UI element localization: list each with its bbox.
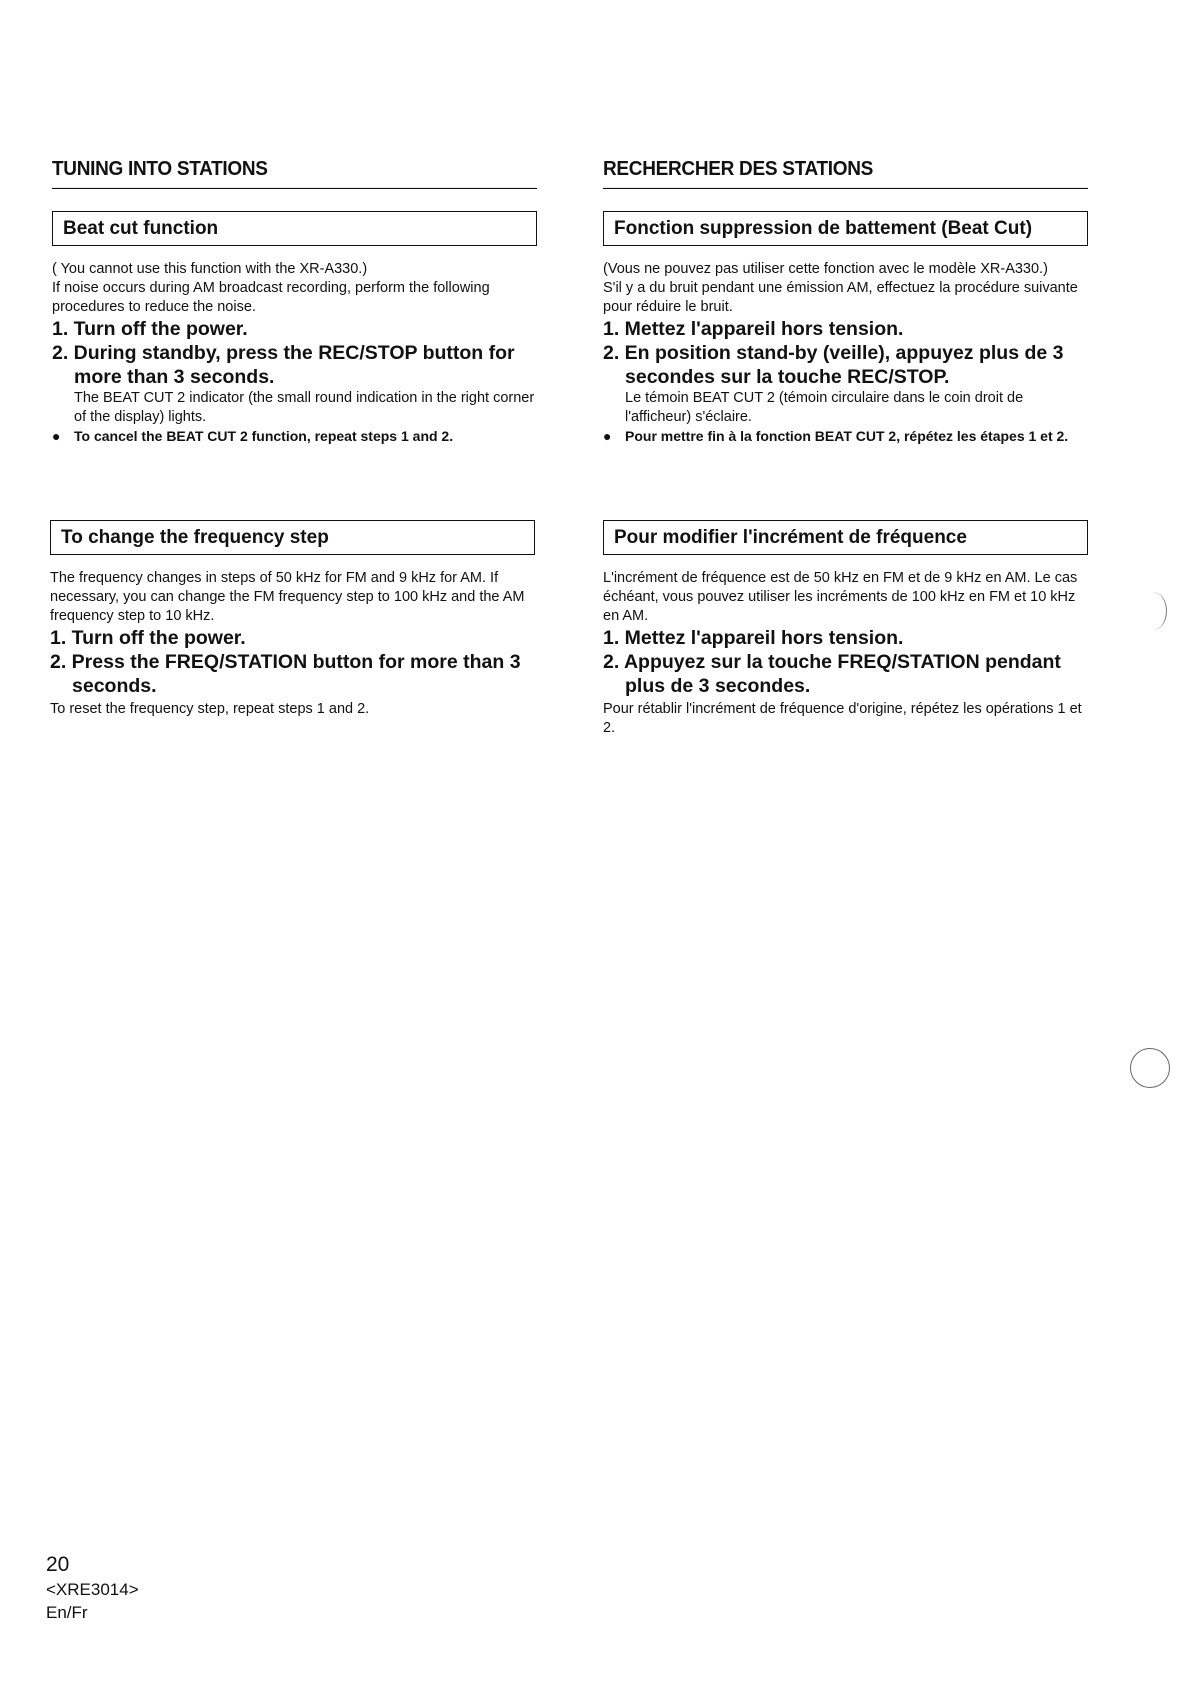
- beat-cut-cancel-text: To cancel the BEAT CUT 2 function, repeat steps 1 and 2.: [74, 428, 454, 444]
- beat-cut-heading: Fonction suppression de battement (Beat Cut): [603, 211, 1088, 246]
- beat-cut-step2: 2. En position stand-by (veille), appuyez plus de 3 secondes sur la touche REC/STOP.: [603, 342, 1064, 388]
- page-number: 20: [46, 1553, 70, 1576]
- freq-step-reset: To reset the frequency step, repeat steps 1 and 2.: [50, 701, 370, 717]
- french-column: [603, 157, 1088, 446]
- beat-cut-cancel-bullet: [603, 427, 1088, 446]
- document-code: <XRE3014>: [46, 1580, 139, 1599]
- scan-artifact-arc: [1140, 592, 1167, 630]
- freq-step-step2: 2. Appuyez sur la touche FREQ/STATION pendant plus de 3 secondes.: [603, 651, 1061, 697]
- beat-cut-cancel-bullet: [52, 427, 537, 446]
- freq-step-heading: Pour modifier l'incrément de fréquence: [603, 520, 1088, 555]
- english-column: [52, 157, 537, 446]
- freq-step-step1: 1. Mettez l'appareil hors tension.: [603, 627, 904, 649]
- beat-cut-step1: 1. Mettez l'appareil hors tension.: [603, 318, 904, 340]
- beat-cut-note-line2: If noise occurs during AM broadcast recording, perform the following procedures to reduce the noise.: [52, 280, 490, 315]
- page-footer: [46, 1552, 139, 1624]
- freq-step-note: The frequency changes in steps of 50 kHz for FM and 9 kHz for AM. If necessary, you can change the FM frequency step to 100 kHz and the AM frequency step to 10 kHz.: [50, 570, 525, 624]
- beat-cut-note-line1: ( You cannot use this function with the XR-A330.): [52, 261, 368, 277]
- freq-step-step2: 2. Press the FREQ/STATION button for more than 3 seconds.: [50, 651, 521, 697]
- section-title: RECHERCHER DES STATIONS: [603, 158, 1088, 189]
- freq-step-step1: 1. Turn off the power.: [50, 627, 246, 649]
- beat-cut-note-line2: S'il y a du bruit pendant une émission AM, effectuez la procédure suivante pour réduire le bruit.: [603, 280, 1078, 315]
- freq-step-reset: Pour rétablir l'incrément de fréquence d'origine, répétez les opérations 1 et 2.: [603, 701, 1082, 736]
- scan-artifact-circle: [1130, 1048, 1170, 1088]
- bullet-dot-icon: ●: [603, 428, 612, 444]
- freq-step-heading: To change the frequency step: [50, 520, 535, 555]
- beat-cut-note: [603, 260, 1088, 317]
- beat-cut-note-line1: (Vous ne pouvez pas utiliser cette fonction avec le modèle XR-A330.): [603, 261, 1048, 277]
- bullet-dot-icon: ●: [52, 428, 61, 444]
- english-frequency-section: [50, 520, 535, 719]
- beat-cut-step2-detail: The BEAT CUT 2 indicator (the small round indication in the right corner of the display) lights.: [74, 390, 535, 425]
- beat-cut-note: [52, 260, 537, 317]
- french-frequency-section: [603, 520, 1088, 738]
- language-code: En/Fr: [46, 1603, 88, 1622]
- beat-cut-cancel-text: Pour mettre fin à la fonction BEAT CUT 2, répétez les étapes 1 et 2.: [625, 428, 1069, 444]
- beat-cut-heading: Beat cut function: [52, 211, 537, 246]
- freq-step-note: L'incrément de fréquence est de 50 kHz en FM et de 9 kHz en AM. Le cas échéant, vous pouvez utiliser les incréments de 100 kHz en FM et 10 kHz en AM.: [603, 570, 1078, 624]
- section-title: TUNING INTO STATIONS: [52, 158, 537, 189]
- beat-cut-step2: 2. During standby, press the REC/STOP button for more than 3 seconds.: [52, 342, 515, 388]
- beat-cut-step2-detail: Le témoin BEAT CUT 2 (témoin circulaire dans le coin droit de l'afficheur) s'éclaire.: [625, 390, 1024, 425]
- beat-cut-step1: 1. Turn off the power.: [52, 318, 248, 340]
